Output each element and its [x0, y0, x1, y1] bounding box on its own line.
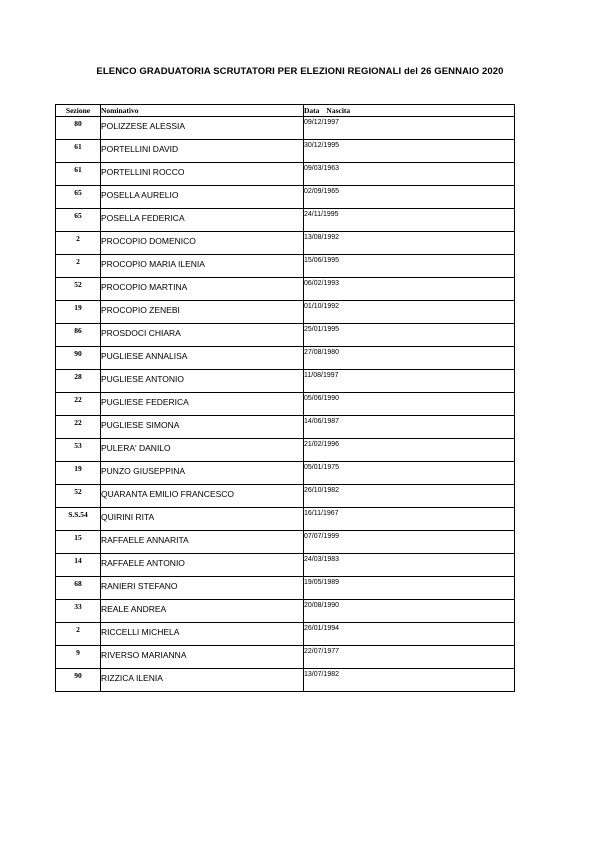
cell-sezione: 2 — [56, 623, 101, 646]
graduatoria-table — [55, 104, 515, 692]
cell-nominativo: POLIZZESE ALESSIA — [101, 117, 304, 140]
cell-sezione: 68 — [56, 577, 101, 600]
table-row — [56, 600, 515, 623]
column-header-nominativo: Nominativo — [101, 105, 304, 117]
column-header-data-nascita — [304, 105, 515, 117]
table-row — [56, 370, 515, 393]
cell-sezione: 86 — [56, 324, 101, 347]
cell-nominativo: PROCOPIO MARIA ILENIA — [101, 255, 304, 278]
cell-data-nascita: 21/02/1996 — [304, 439, 515, 462]
cell-data-nascita: 05/06/1990 — [304, 393, 515, 416]
cell-nominativo: PORTELLINI DAVID — [101, 140, 304, 163]
cell-sezione: 22 — [56, 393, 101, 416]
cell-nominativo: POSELLA FEDERICA — [101, 209, 304, 232]
cell-nominativo: RIVERSO MARIANNA — [101, 646, 304, 669]
cell-sezione: 52 — [56, 485, 101, 508]
cell-data-nascita: 09/12/1997 — [304, 117, 515, 140]
cell-nominativo: RIZZICA ILENIA — [101, 669, 304, 692]
table-row — [56, 324, 515, 347]
table-body — [56, 117, 515, 692]
table-row — [56, 623, 515, 646]
page-title: ELENCO GRADUATORIA SCRUTATORI PER ELEZIONI REGIONALI del 26 GENNAIO 2020 — [96, 66, 504, 77]
table-row — [56, 209, 515, 232]
cell-data-nascita: 26/10/1982 — [304, 485, 515, 508]
cell-nominativo: PROCOPIO ZENEBI — [101, 301, 304, 324]
table-row — [56, 439, 515, 462]
cell-nominativo: PUGLIESE SIMONA — [101, 416, 304, 439]
cell-nominativo: PULERA' DANILO — [101, 439, 304, 462]
cell-sezione: 61 — [56, 163, 101, 186]
cell-data-nascita: 16/11/1967 — [304, 508, 515, 531]
cell-nominativo: PUNZO GIUSEPPINA — [101, 462, 304, 485]
cell-nominativo: QUIRINI RITA — [101, 508, 304, 531]
cell-sezione: 90 — [56, 669, 101, 692]
cell-data-nascita: 15/06/1995 — [304, 255, 515, 278]
table-row — [56, 669, 515, 692]
cell-sezione: 90 — [56, 347, 101, 370]
cell-data-nascita: 06/02/1993 — [304, 278, 515, 301]
cell-data-nascita: 24/11/1995 — [304, 209, 515, 232]
cell-nominativo: REALE ANDREA — [101, 600, 304, 623]
table-row — [56, 278, 515, 301]
cell-data-nascita: 02/09/1965 — [304, 186, 515, 209]
cell-nominativo: RAFFAELE ANNARITA — [101, 531, 304, 554]
cell-nominativo: RANIERI STEFANO — [101, 577, 304, 600]
cell-data-nascita: 24/03/1983 — [304, 554, 515, 577]
table-row — [56, 140, 515, 163]
cell-data-nascita: 07/07/1999 — [304, 531, 515, 554]
cell-nominativo: PROCOPIO MARTINA — [101, 278, 304, 301]
cell-sezione: 61 — [56, 140, 101, 163]
cell-data-nascita: 01/10/1992 — [304, 301, 515, 324]
cell-data-nascita: 27/08/1980 — [304, 347, 515, 370]
table-row — [56, 186, 515, 209]
table-row — [56, 347, 515, 370]
cell-sezione: 65 — [56, 186, 101, 209]
cell-nominativo: QUARANTA EMILIO FRANCESCO — [101, 485, 304, 508]
table-row — [56, 255, 515, 278]
table-row — [56, 393, 515, 416]
table-row — [56, 554, 515, 577]
cell-data-nascita: 26/01/1994 — [304, 623, 515, 646]
cell-nominativo: RAFFAELE ANTONIO — [101, 554, 304, 577]
table-row — [56, 301, 515, 324]
cell-data-nascita: 14/06/1987 — [304, 416, 515, 439]
cell-sezione: 15 — [56, 531, 101, 554]
cell-sezione: 2 — [56, 255, 101, 278]
cell-nominativo: RICCELLI MICHELA — [101, 623, 304, 646]
cell-sezione: 52 — [56, 278, 101, 301]
table-row — [56, 163, 515, 186]
cell-nominativo: PROSDOCI CHIARA — [101, 324, 304, 347]
cell-sezione: 14 — [56, 554, 101, 577]
cell-sezione: 22 — [56, 416, 101, 439]
table-row — [56, 646, 515, 669]
cell-sezione: 19 — [56, 462, 101, 485]
column-header-data-label: Data — [304, 106, 320, 115]
table-row — [56, 508, 515, 531]
column-header-sezione: Sezione — [56, 105, 101, 117]
cell-nominativo: PORTELLINI ROCCO — [101, 163, 304, 186]
cell-sezione: S.S.54 — [56, 508, 101, 531]
cell-nominativo: POSELLA AURELIO — [101, 186, 304, 209]
cell-data-nascita: 11/08/1997 — [304, 370, 515, 393]
table-row — [56, 485, 515, 508]
cell-sezione: 28 — [56, 370, 101, 393]
cell-data-nascita: 20/08/1990 — [304, 600, 515, 623]
cell-data-nascita: 25/01/1995 — [304, 324, 515, 347]
cell-sezione: 19 — [56, 301, 101, 324]
cell-data-nascita: 13/08/1992 — [304, 232, 515, 255]
cell-data-nascita: 13/07/1982 — [304, 669, 515, 692]
cell-nominativo: PROCOPIO DOMENICO — [101, 232, 304, 255]
cell-nominativo: PUGLIESE ANNALISA — [101, 347, 304, 370]
cell-data-nascita: 30/12/1995 — [304, 140, 515, 163]
table-row — [56, 232, 515, 255]
table-header-row — [56, 105, 515, 117]
table-row — [56, 117, 515, 140]
cell-nominativo: PUGLIESE ANTONIO — [101, 370, 304, 393]
cell-sezione: 65 — [56, 209, 101, 232]
graduatoria-table-container — [55, 104, 511, 692]
cell-data-nascita: 09/03/1963 — [304, 163, 515, 186]
table-row — [56, 416, 515, 439]
cell-data-nascita: 22/07/1977 — [304, 646, 515, 669]
cell-nominativo: PUGLIESE FEDERICA — [101, 393, 304, 416]
column-header-nascita-label: Nascita — [326, 106, 351, 115]
cell-sezione: 33 — [56, 600, 101, 623]
table-header — [56, 105, 515, 117]
cell-sezione: 2 — [56, 232, 101, 255]
cell-sezione: 53 — [56, 439, 101, 462]
cell-data-nascita: 05/01/1975 — [304, 462, 515, 485]
cell-sezione: 80 — [56, 117, 101, 140]
table-row — [56, 531, 515, 554]
cell-data-nascita: 19/05/1989 — [304, 577, 515, 600]
table-row — [56, 577, 515, 600]
cell-sezione: 9 — [56, 646, 101, 669]
table-row — [56, 462, 515, 485]
